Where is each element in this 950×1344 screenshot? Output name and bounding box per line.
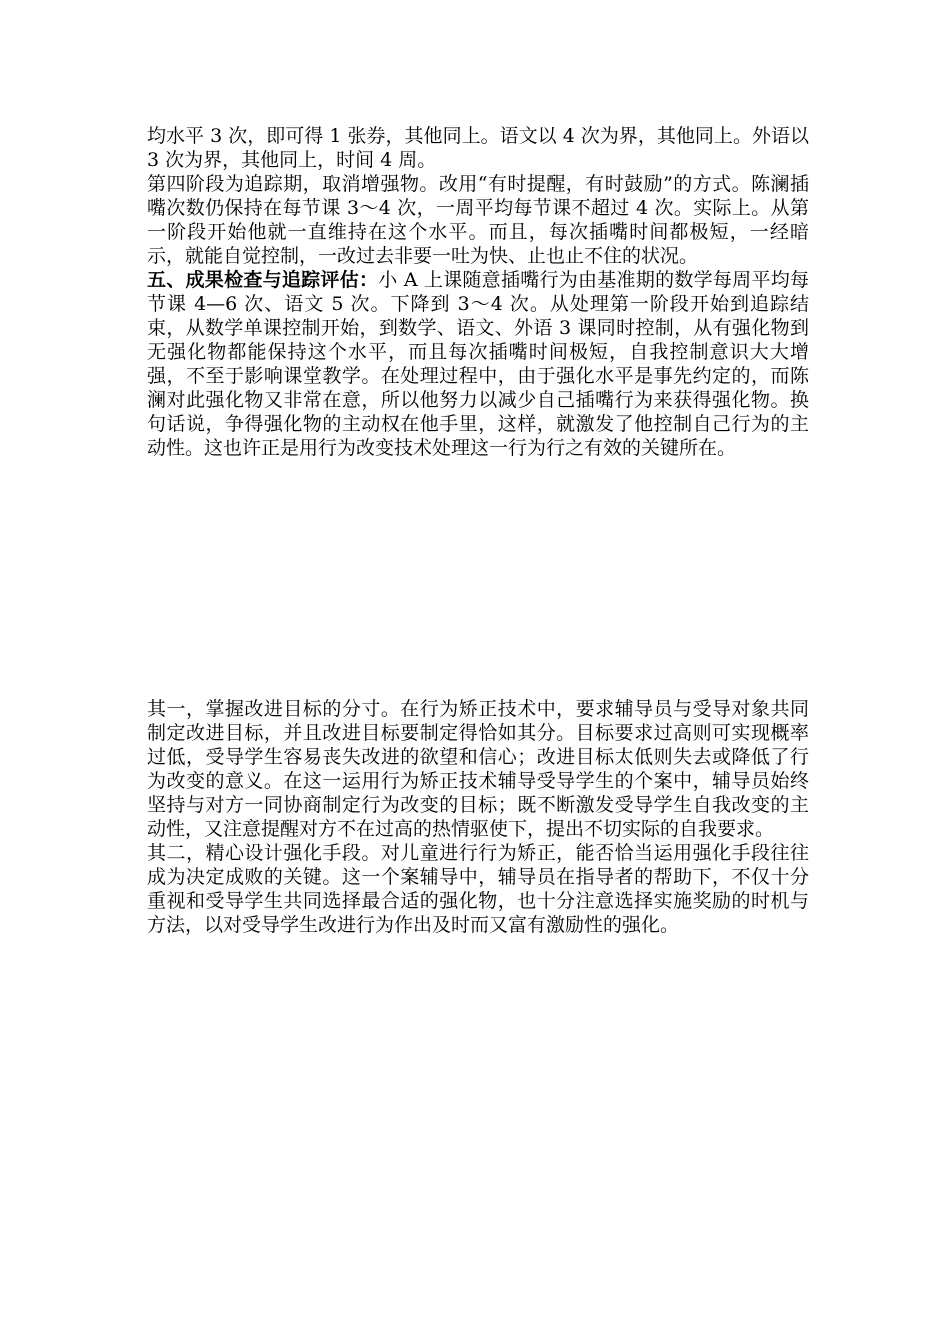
paragraph-point-two: 其二，精心设计强化手段。对儿童进行行为矫正，能否恰当运用强化手段往往成为决定成败的关键。这一个案辅导中，辅导员在指导者的帮助下，不仅十分重视和受导学生共同选择最合适的强化物，也十分注意选择实施奖励的时机与方法，以对受导学生改进行为作出及时而又富有激励性的强化。 [147, 842, 809, 936]
paragraph-results-evaluation [147, 268, 809, 460]
paragraph-follow-up-phase: 第四阶段为追踪期，取消增强物。改用“有时提醒，有时鼓励”的方式。陈澜插嘴次数仍保持在每节课 3～4 次，一周平均每节课不超过 4 次。实际上。从第一阶段开始他就一直维持在这个水平。而且，每次插嘴时间都极短，一经暗示，就能自觉控制，一改过去非要一吐为快、止也止不住的状况。 [147, 173, 809, 267]
text-section-top [147, 124, 809, 460]
results-evaluation-body: 小 A 上课随意插嘴行为由基准期的数学每周平均每节课 4—6 次、语文 5 次。下降到 3～4 次。从处理第一阶段开始到追踪结束，从数学单课控制开始，到数学、语文、外语 3 课同时控制，从有强化物到无强化物都能保持这个水平，而且每次插嘴时间极短，自我控制意识大大增强，不至于影响课堂教学。在处理过程中，由于强化水平是事先约定的，而陈澜对此强化物又非常在意，所以他努力以减少自己插嘴行为来获得强化物。换句话说，争得强化物的主动权在他手里，这样，就激发了他控制自己行为的主动性。这也许正是用行为改变技术处理这一行为行之有效的关键所在。 [147, 269, 809, 459]
paragraph-reinforcement-rules: 均水平 3 次，即可得 1 张券，其他同上。语文以 4 次为界，其他同上。外语以 3 次为界，其他同上，时间 4 周。 [147, 125, 809, 171]
paragraph-point-one: 其一，掌握改进目标的分寸。在行为矫正技术中，要求辅导员与受导对象共同制定改进目标，并且改进目标要制定得恰如其分。目标要求过高则可实现概率过低，受导学生容易丧失改进的欲望和信心；改进目标太低则失去或降低了行为改变的意义。在这一运用行为矫正技术辅导受导学生的个案中，辅导员始终坚持与对方一同协商制定行为改变的目标；既不断激发受导学生自我改变的主动性，又注意提醒对方不在过高的热情驱使下，提出不切实际的自我要求。 [147, 698, 809, 840]
text-section-bottom [147, 697, 809, 937]
section-heading-results: 五、成果检查与追踪评估： [147, 269, 379, 291]
